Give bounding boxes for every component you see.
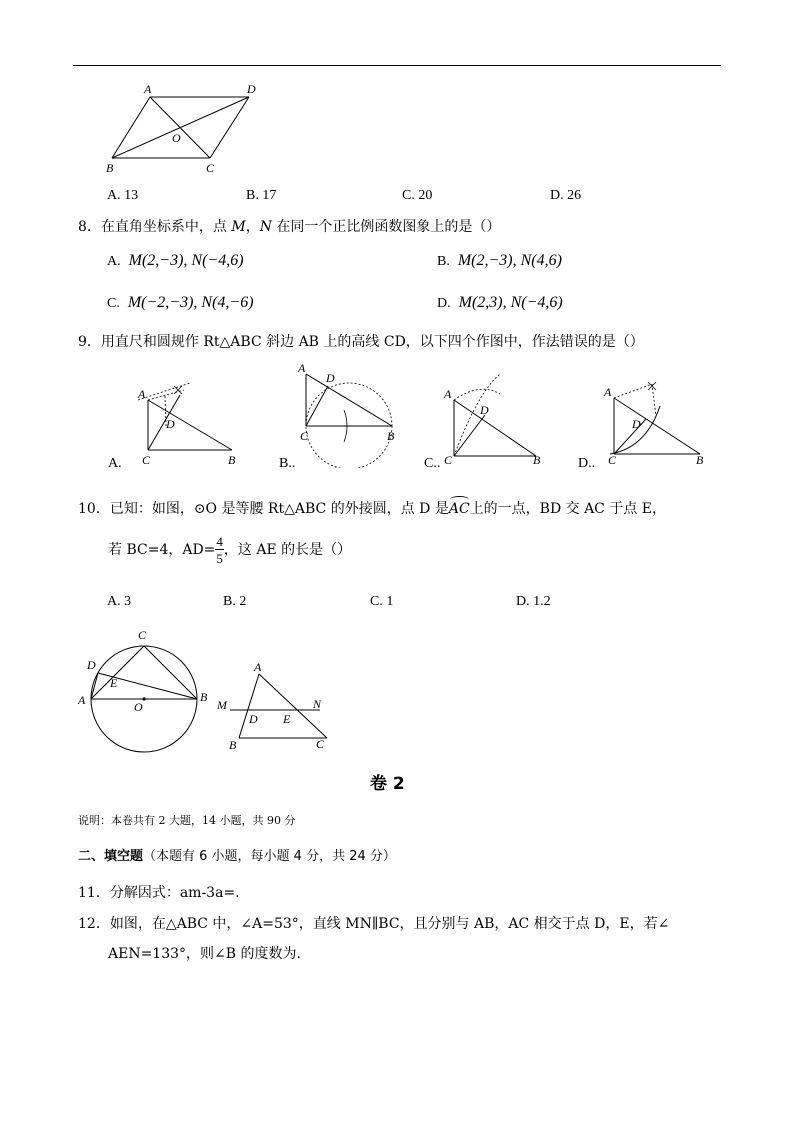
q7-parallelogram-figure xyxy=(100,80,270,180)
label-o: O xyxy=(172,131,181,145)
q9-caption-c[interactable]: C.. xyxy=(424,456,441,471)
q12-label-c: C xyxy=(316,737,325,751)
q8-number: 8． xyxy=(78,219,101,235)
q7-option-c[interactable]: C. 20 xyxy=(402,188,433,203)
q8-option-a[interactable] xyxy=(107,253,244,269)
q10-label-c: C xyxy=(138,628,147,642)
q9d-label-a: A xyxy=(604,385,612,399)
q10-number: 10． xyxy=(78,501,110,517)
q8-stem xyxy=(78,220,500,234)
q10-frac-num: 4 xyxy=(216,534,223,549)
q9b-label-b: B xyxy=(387,429,395,443)
q10-line1 xyxy=(78,502,666,516)
q7-option-a[interactable]: A. 13 xyxy=(107,188,139,203)
q10-frac-den: 5 xyxy=(216,551,223,566)
q10-arc-ac: AC xyxy=(448,501,470,517)
label-d: D xyxy=(247,82,256,96)
q10-option-a[interactable]: A. 3 xyxy=(107,594,132,609)
diag-bd xyxy=(112,97,249,158)
q8-stem-mid: ， xyxy=(245,219,260,235)
q10-circle-figure xyxy=(72,625,217,753)
q9d-label-c: C xyxy=(608,453,617,467)
q10-option-d[interactable]: D. 1.2 xyxy=(516,594,551,609)
q8-stem-m: M xyxy=(231,219,246,235)
q9b-label-a: A xyxy=(298,362,306,375)
section-note: （本题有 6 小题，每小题 4 分，共 24 分） xyxy=(143,849,396,864)
q12-line2: AEN=133°，则∠B 的度数为. xyxy=(108,946,301,962)
q8-option-d-letter: D. xyxy=(437,296,451,311)
q12-label-e: E xyxy=(283,712,291,726)
label-b: B xyxy=(106,161,114,175)
q10-option-b[interactable]: B. 2 xyxy=(223,594,247,609)
q12-label-a: A xyxy=(254,660,262,674)
q10-line2 xyxy=(108,535,351,565)
q8-option-c-letter: C. xyxy=(107,296,120,311)
q8-option-d-expr: M(2,3), N(−4,6) xyxy=(458,294,563,311)
q8-option-d[interactable] xyxy=(437,295,563,311)
label-a: A xyxy=(144,82,152,96)
q9b-label-c: C xyxy=(300,429,309,443)
q9-stem-text: 用直尺和圆规作 Rt△ABC 斜边 AB 上的高线 CD，以下四个作图中，作法错误的是（） xyxy=(100,334,644,350)
q10-line2-pre: 若 BC=4，AD= xyxy=(108,542,216,558)
q9-caption-b[interactable]: B.. xyxy=(279,456,296,471)
q9a-label-a: A xyxy=(138,387,146,401)
q12-number: 12． xyxy=(78,916,110,932)
q10-line2-post: ，这 AE 的长是（） xyxy=(223,542,352,558)
side-ab xyxy=(112,97,150,158)
q12-label-d: D xyxy=(249,712,258,726)
q7-option-d[interactable]: D. 26 xyxy=(550,188,582,203)
q8-stem-pre: 在直角坐标系中，点 xyxy=(100,219,232,235)
header-rule xyxy=(73,65,721,66)
q11-text: 分解因式：am-3a=. xyxy=(109,885,240,901)
q9a-label-c: C xyxy=(142,453,151,467)
q10-fraction xyxy=(215,535,224,565)
q8-option-b-letter: B. xyxy=(437,254,450,269)
q9a-label-b: B xyxy=(228,453,236,467)
q10-line1-post: 上的一点，BD 交 AC 于点 E， xyxy=(469,501,667,517)
q8-option-b[interactable] xyxy=(437,253,562,269)
q9-figure-a xyxy=(130,378,250,468)
q9d-label-b: B xyxy=(696,453,704,467)
q10-label-o: O xyxy=(134,700,143,714)
q9d-label-d: D xyxy=(632,417,641,431)
q9-stem xyxy=(78,335,644,349)
q10-line1-pre: 已知：如图，⊙O 是等腰 Rt△ABC 的外接圆，点 D 是 xyxy=(109,501,449,517)
q10-label-b: B xyxy=(200,690,208,704)
q8-option-a-letter: A. xyxy=(107,254,121,269)
q8-option-c-expr: M(−2,−3), N(4,−6) xyxy=(127,294,254,311)
q9c-label-d: D xyxy=(480,403,489,417)
q12-label-b: B xyxy=(229,738,237,752)
q8-stem-post: 在同一个正比例函数图象上的是（） xyxy=(271,219,501,235)
q8-option-a-expr: M(2,−3), N(−4,6) xyxy=(128,252,244,269)
q12-line1-text: 如图，在△ABC 中，∠A=53°，直线 MN∥BC，且分别与 AB，AC 相交于点 D，E，若∠ xyxy=(109,916,670,932)
q10-label-a: A xyxy=(78,693,86,707)
q12-label-n: N xyxy=(313,697,322,711)
q9b-label-d: D xyxy=(326,371,335,385)
q9-number: 9． xyxy=(78,334,101,350)
q9-figure-c xyxy=(440,372,550,468)
q9-caption-a[interactable]: A. xyxy=(108,456,122,471)
label-c: C xyxy=(206,161,215,175)
q12-line1 xyxy=(78,917,669,931)
q12-label-m: M xyxy=(217,698,227,712)
section-fill-in xyxy=(78,850,396,863)
q11-number: 11． xyxy=(78,885,110,901)
part2-title: 卷 2 xyxy=(370,774,405,794)
q9c-label-a: A xyxy=(444,387,452,401)
q9c-label-b: B xyxy=(533,453,541,467)
q9a-label-d: D xyxy=(166,417,175,431)
q12-triangle-figure xyxy=(212,660,337,755)
q8-option-b-expr: M(2,−3), N(4,6) xyxy=(457,252,562,269)
q8-option-c[interactable] xyxy=(107,295,254,311)
q9-caption-d[interactable]: D.. xyxy=(578,456,596,471)
q10-option-c[interactable]: C. 1 xyxy=(370,594,394,609)
q9-figure-d xyxy=(600,376,712,468)
section-title: 二、填空题 xyxy=(78,849,144,864)
q9-figure-b xyxy=(292,362,400,468)
q10-label-d: D xyxy=(87,658,96,672)
q11 xyxy=(78,886,240,900)
part2-note: 说明：本卷共有 2 大题，14 小题，共 90 分 xyxy=(78,814,296,827)
q7-option-b[interactable]: B. 17 xyxy=(246,188,277,203)
q10-label-e: E xyxy=(110,676,118,690)
q8-stem-n: N xyxy=(259,219,272,235)
q9c-label-c: C xyxy=(444,453,453,467)
